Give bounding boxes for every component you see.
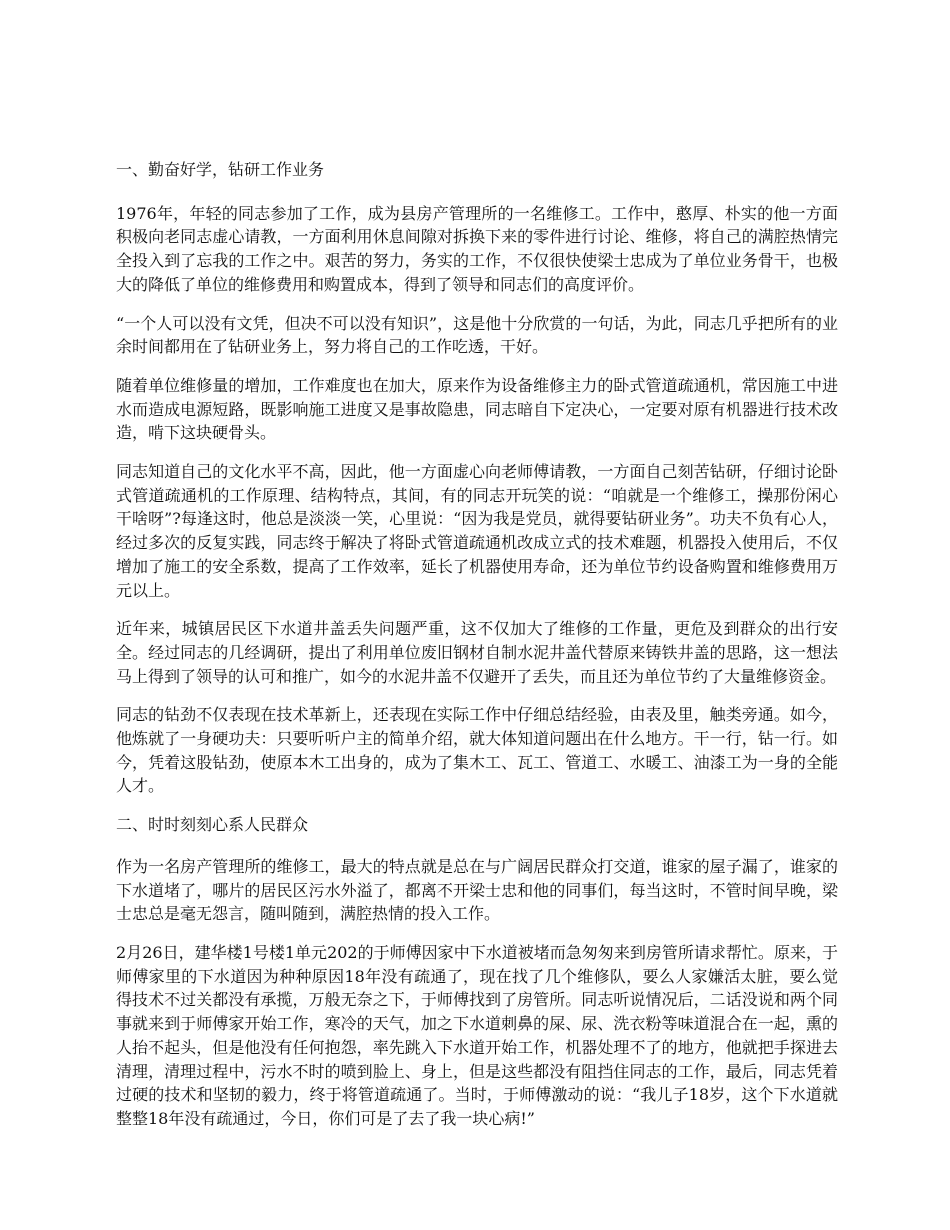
paragraph: 同志知道自己的文化水平不高，因此，他一方面虚心向老师傅请教，一方面自己刻苦钻研，仔细讨论卧式管道疏通机的工作原理、结构特点，其间，有的同志开玩笑的说：“咱就是一个维修工，操那份闲心干啥呀”?每逢这时，他总是淡淡一笑，心里说：“因为我是党员，就得要钻研业务”。功夫不负有心人，经过多次的反复实践，同志终于解决了将卧式管道疏通机改成立式的技术难题，机器投入使用后，不仅增加了施工的安全系数，提高了工作效率，延长了机器使用寿命，还为单位节约设备购置和维修费用万元以上。	[116, 462, 838, 600]
paragraph: “一个人可以没有文凭，但决不可以没有知识”，这是他十分欣赏的一句话，为此，同志几乎把所有的业余时间都用在了钻研业务上，努力将自己的工作吃透，干好。	[116, 313, 838, 357]
paragraph: 2月26日，建华楼1号楼1单元202的于师傅因家中下水道被堵而急匆匆来到房管所请求帮忙。原来，于师傅家里的下水道因为种种原因18年没有疏通了，现在找了几个维修队，要么人家嫌活太脏，要么觉得技术不过关都没有承揽，万般无奈之下，于师傅找到了房管所。同志听说情况后，二话没说和两个同事就来到于师傅家开始工作，寒冷的天气，加之下水道刺鼻的屎、尿、洗衣粉等味道混合在一起，熏的人抬不起头，但是他没有任何抱怨，率先跳入下水道开始工作，机器处理不了的地方，他就把手探进去清理，清理过程中，污水不时的喷到脸上、身上，但是这些都没有阻挡住同志的工作，最后，同志凭着过硬的技术和坚韧的毅力，终于将管道疏通了。当时，于师傅激动的说：“我儿子18岁，这个下水道就整整18年没有疏通过，今日，你们可是了去了我一块心病!”	[116, 942, 838, 1128]
section-heading: 一、勤奋好学，钻研工作业务	[116, 160, 325, 179]
paragraph: 同志的钻劲不仅表现在技术革新上，还表现在实际工作中仔细总结经验，由表及里，触类旁通。如今，他炼就了一身硬功夫：只要听听户主的简单介绍，就大体知道问题出在什么地方。干一行，钻一行。如今，凭着这股钻劲，使原本木工出身的，成为了集木工、瓦工、管道工、水暖工、油漆工为一身的全能人才。	[116, 705, 838, 796]
paragraph: 随着单位维修量的增加，工作难度也在加大，原来作为设备维修主力的卧式管道疏通机，常因施工中进水而造成电源短路，既影响施工进度又是事故隐患，同志暗自下定决心，一定要对原有机器进行技术改造，啃下这块硬骨头。	[116, 375, 838, 443]
section-heading: 二、时时刻刻心系人民群众	[116, 815, 309, 835]
paragraph: 近年来，城镇居民区下水道井盖丢失问题严重，这不仅加大了维修的工作量，更危及到群众的出行安全。经过同志的几经调研，提出了利用单位废旧钢材自制水泥井盖代替原来铸铁井盖的思路，这一想法马上得到了领导的认可和推广，如今的水泥井盖不仅避开了丢失，而且还为单位节约了大量维修资金。	[116, 619, 838, 686]
document-page	[116, 158, 838, 1146]
paragraph: 作为一名房产管理所的维修工，最大的特点就是总在与广阔居民群众打交道，谁家的屋子漏了，谁家的下水道堵了，哪片的居民区污水外溢了，都离不开梁士忠和他的同事们，每当这时，不管时间早晚，梁士忠总是毫无怨言，随叫随到，满腔热情的投入工作。	[116, 856, 838, 924]
paragraph: 1976年，年轻的同志参加了工作，成为县房产管理所的一名维修工。工作中，憨厚、朴实的他一方面积极向老同志虚心请教，一方面利用休息间隙对拆换下来的零件进行讨论、维修，将自己的满腔热情完全投入到了忘我的工作之中。艰苦的努力，务实的工作，不仅很快使梁士忠成为了单位业务骨干，也极大的降低了单位的维修费用和购置成本，得到了领导和同志们的高度评价。	[116, 203, 838, 294]
